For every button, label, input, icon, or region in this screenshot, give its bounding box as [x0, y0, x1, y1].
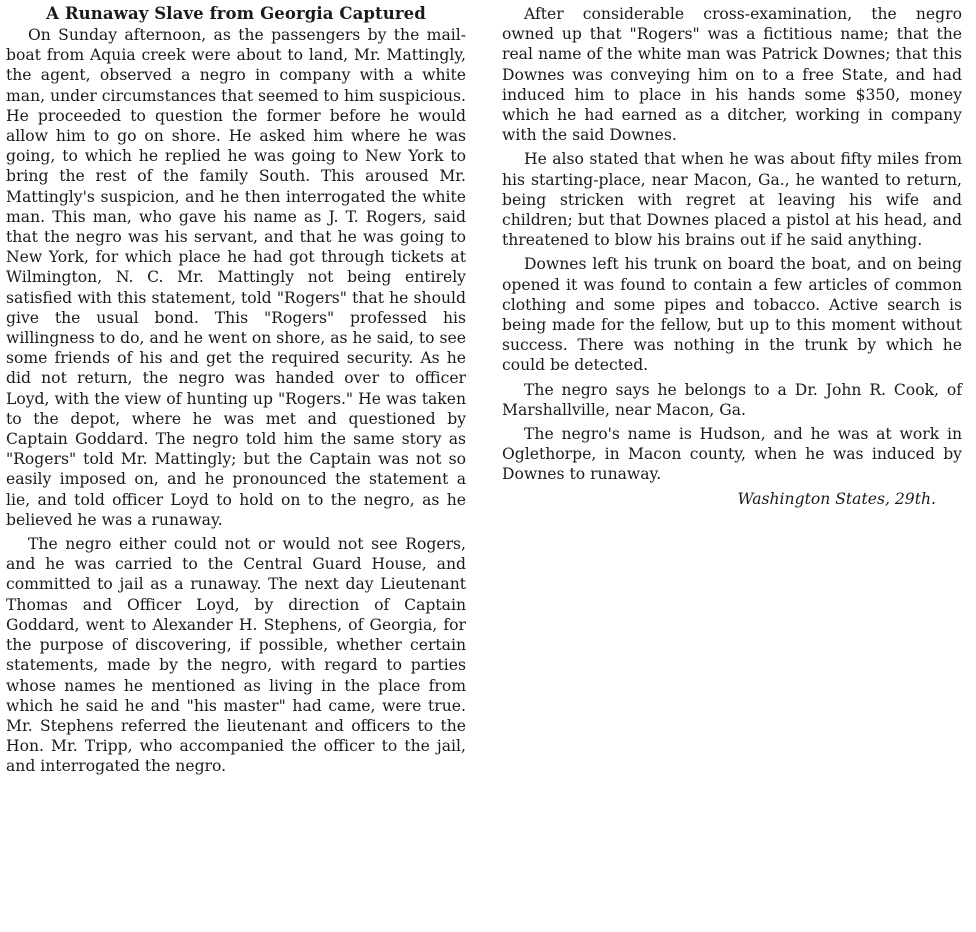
article-paragraph: He also stated that when he was about fifty miles from his starting-place, near Macon, Ga., he wanted to return, being stricken with regret at leaving his wife and children; but that Downes placed a pistol at his head, and threatened to blow his brains out if he said anything. — [502, 150, 962, 250]
right-column — [502, 4, 962, 509]
left-column — [6, 4, 466, 781]
article-paragraph: After considerable cross-examination, the negro owned up that "Rogers" was a fictitious name; that the real name of the white man was Patrick Downes; that this Downes was conveying him on to a free State, and had induced him to place in his hands some $350, money which he had earned as a ditcher, working in company with the said Downes. — [502, 5, 962, 145]
source-byline: Washington States, 29th. — [737, 489, 936, 508]
article-paragraph: The negro either could not or would not see Rogers, and he was carried to the Central Guard House, and committed to jail as a runaway. The next day Lieutenant Thomas and Officer Loyd, by direction of Captain Goddard, went to Alexander H. Stephens, of Georgia, for the purpose of discovering, if possible, whether certain statements, made by the negro, with regard to parties whose names he mentioned as living in the place from which he said he and "his master" had came, were true. Mr. Stephens referred the lieutenant and officers to the Hon. Mr. Tripp, who accompanied the officer to the jail, and interrogated the negro. — [6, 535, 466, 776]
article-paragraph: The negro says he belongs to a Dr. John R. Cook, of Marshallville, near Macon, Ga. — [502, 380, 962, 419]
article-paragraph: The negro's name is Hudson, and he was at work in Oglethorpe, in Macon county, when he was induced by Downes to runaway. — [502, 425, 962, 484]
article-headline: A Runaway Slave from Georgia Captured — [46, 4, 426, 23]
article-paragraph: On Sunday afternoon, as the passengers by the mail-boat from Aquia creek were about to land, Mr. Mattingly, the agent, observed a negro in company with a white man, under circumstances that seemed to him suspicious. He proceeded to question the former before he would allow him to go on shore. He asked him where he was going, to which he replied he was going to New York to bring the rest of the family South. This aroused Mr. Mattingly's suspicion, and he then interrogated the white man. This man, who gave his name as J. T. Rogers, said that the negro was his servant, and that he was going to New York, for which place he had got through tickets at Wilmington, N. C. Mr. Mattingly not being entirely satisfied with this statement, told "Rogers" that he should give the usual bond. This "Rogers" professed his willingness to do, and he went on shore, as he said, to see some friends of his and get the required security. As he did not return, the negro was handed over to officer Loyd, with the view of hunting up "Rogers." He was taken to the depot, where he was met and questioned by Captain Goddard. The negro told him the same story as "Rogers" told Mr. Mattingly; but the Captain was not so easily imposed on, and he pronounced the statement a lie, and told officer Loyd to hold on to the negro, as he believed he was a runaway. — [6, 26, 466, 529]
article-paragraph: Downes left his trunk on board the boat, and on being opened it was found to contain a few articles of common clothing and some pipes and tobacco. Active search is being made for the fellow, but up to this moment without success. There was nothing in the trunk by which he could be detected. — [502, 255, 962, 375]
